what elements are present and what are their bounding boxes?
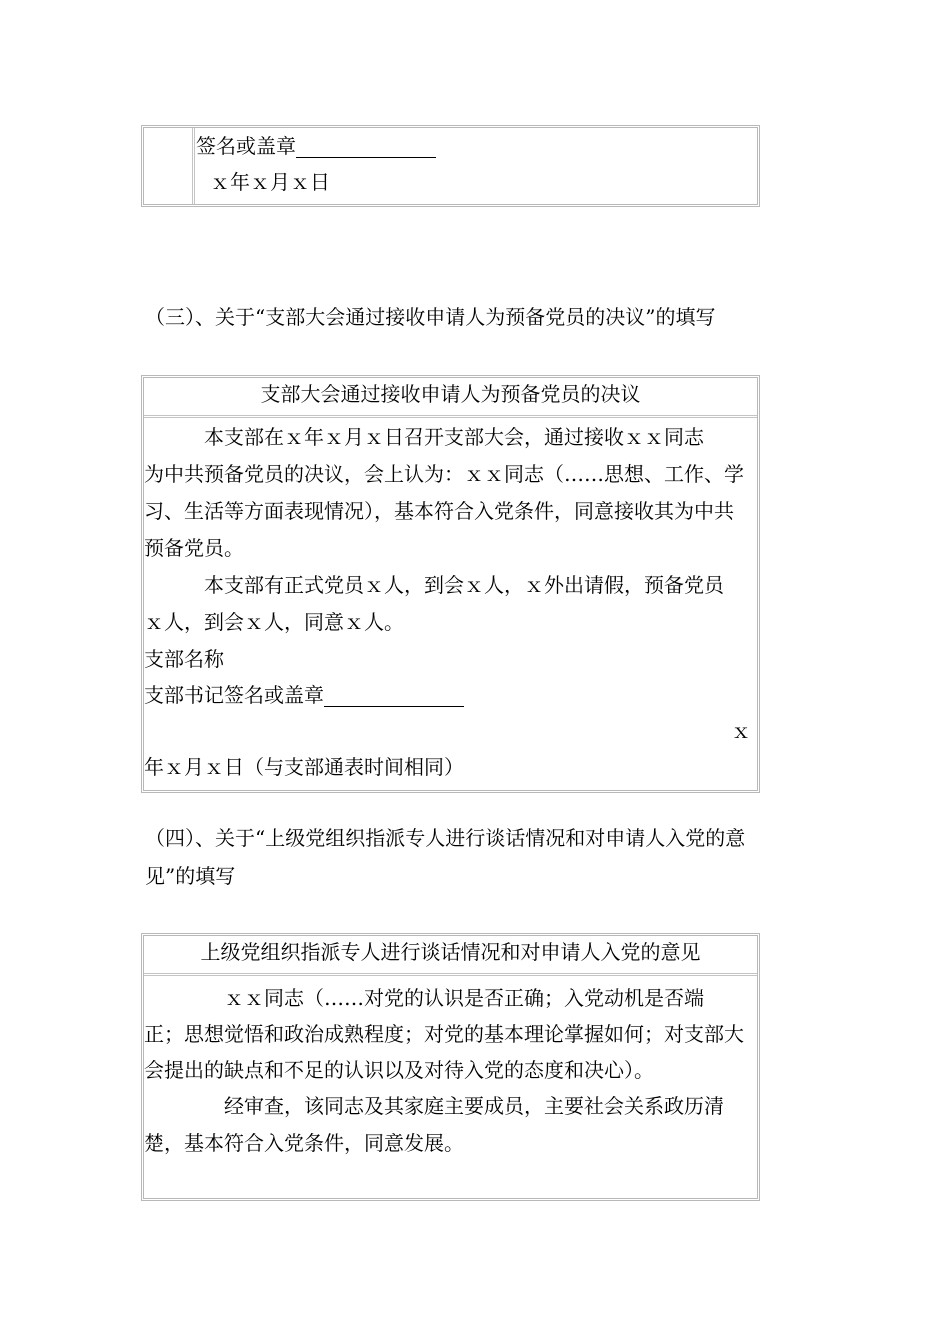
- section-3-heading: （三）、关于“支部大会通过接收申请人为预备党员的决议”的填写: [145, 305, 716, 329]
- opinion-title: 上级党组织指派专人进行谈话情况和对申请人入党的意见: [200, 940, 701, 964]
- opinion-para1-line2: 正；思想觉悟和政治成熟程度；对党的基本理论掌握如何；对支部大: [144, 1022, 744, 1046]
- signature-box: [141, 125, 760, 207]
- opinion-para1-line1: ｘｘ同志（……对党的认识是否正确；入党动机是否端: [144, 986, 704, 1010]
- signature-label: 签名或盖章: [196, 134, 296, 158]
- resolution-box: [141, 375, 760, 793]
- secretary-signature-blank: [324, 686, 464, 707]
- opinion-box: [141, 933, 760, 1201]
- column-divider: [192, 128, 195, 204]
- branch-name: 支部名称: [144, 647, 224, 671]
- resolution-date: 年ｘ月ｘ日（与支部通表时间相同）: [144, 755, 464, 779]
- resolution-date-x: ｘ: [731, 719, 751, 743]
- resolution-para2-line1: 本支部有正式党员ｘ人，到会ｘ人，ｘ外出请假，预备党员: [144, 573, 724, 597]
- opinion-para2-line2: 楚，基本符合入党条件，同意发展。: [144, 1131, 464, 1155]
- opinion-title-divider: [144, 973, 757, 976]
- resolution-para1-line4: 预备党员。: [144, 536, 244, 560]
- title-divider: [144, 415, 757, 418]
- opinion-para1-line3: 会提出的缺点和不足的认识以及对待入党的态度和决心）。: [144, 1058, 654, 1082]
- section-4-heading-line2: 见”的填写: [145, 864, 236, 888]
- resolution-title: 支部大会通过接收申请人为预备党员的决议: [260, 382, 641, 406]
- opinion-para2-line1: 经审查，该同志及其家庭主要成员，主要社会关系政历清: [144, 1094, 724, 1118]
- secretary-signature-line: [144, 683, 464, 707]
- resolution-para2-line2: ｘ人，到会ｘ人，同意ｘ人。: [144, 610, 404, 634]
- secretary-signature-label: 支部书记签名或盖章: [144, 683, 324, 707]
- resolution-para1-line3: 习、生活等方面表现情况），基本符合入党条件，同意接收其为中共: [144, 499, 734, 523]
- section-4-heading-line1: （四）、关于“上级党组织指派专人进行谈话情况和对申请人入党的意: [145, 826, 746, 850]
- resolution-para1-line2: 为中共预备党员的决议，会上认为：ｘｘ同志（……思想、工作、学: [144, 462, 744, 486]
- signature-date: ｘ年ｘ月ｘ日: [210, 170, 330, 194]
- signature-line: [196, 134, 436, 158]
- resolution-para1-line1: 本支部在ｘ年ｘ月ｘ日召开支部大会，通过接收ｘｘ同志: [144, 425, 704, 449]
- signature-blank: [296, 137, 436, 158]
